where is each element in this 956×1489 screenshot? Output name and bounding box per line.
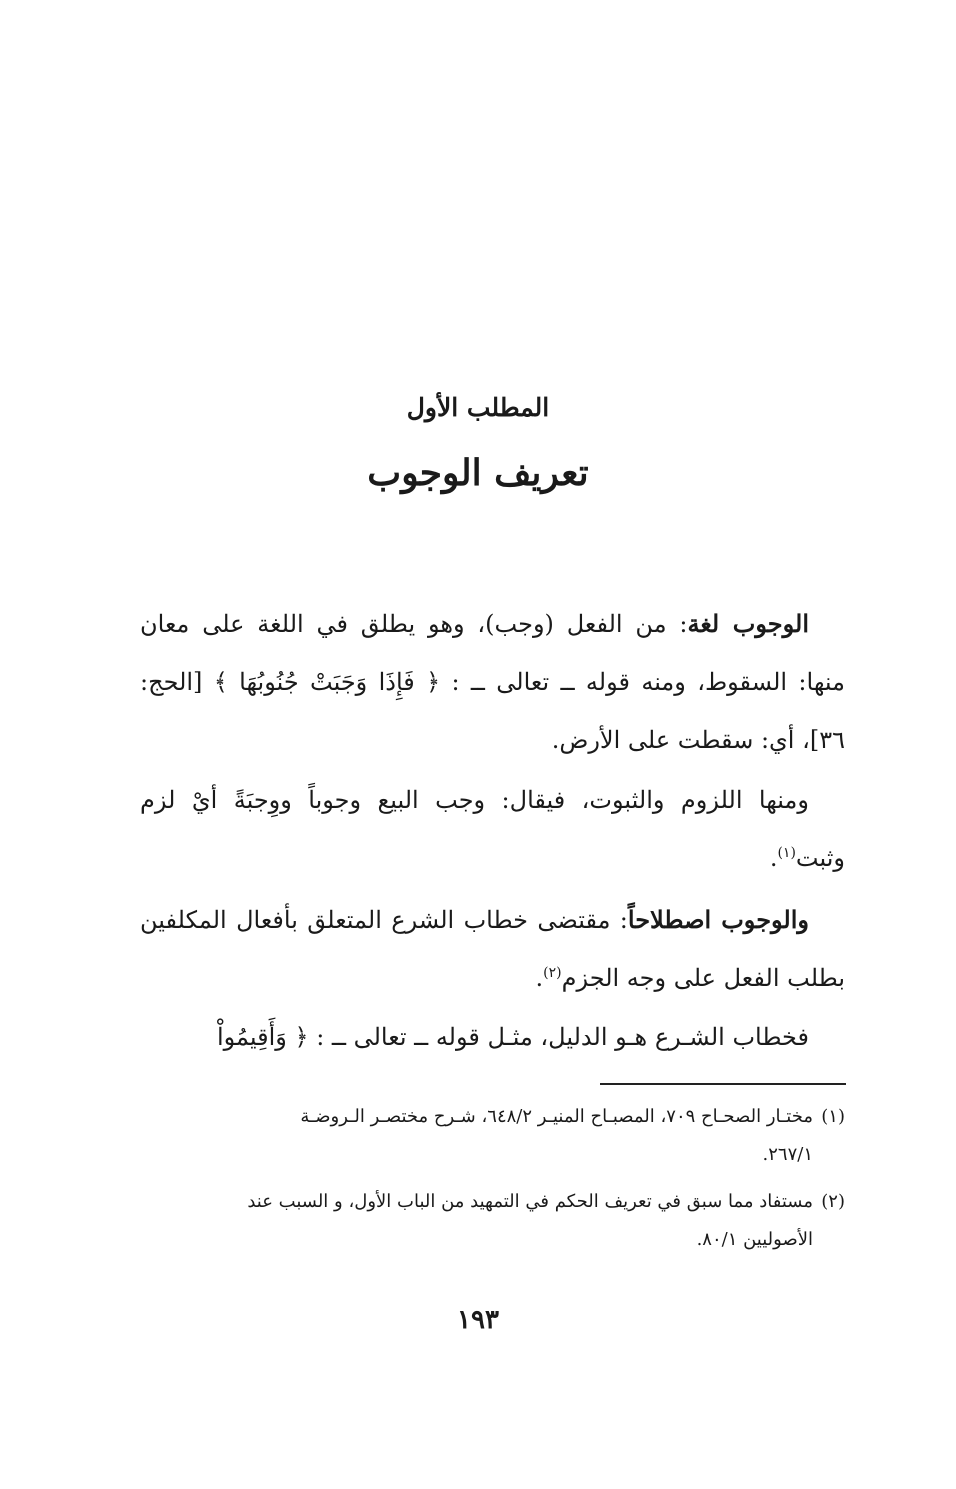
paragraph-end: . (769, 844, 778, 872)
footnote-continuation: الأصوليين ٨٠/١. (696, 1229, 813, 1250)
footnote-continuation: ٢٦٧/١. (762, 1144, 813, 1165)
footnote-text: مستفاد مما سبق في تعريف الحكم في التمهيد من الباب الأول، و السبب عند (247, 1191, 813, 1212)
section-label: المطلب الأول (406, 393, 550, 422)
paragraph-text: : مقتضى خطاب الشرع المتعلق بأفعال المكلفين بطلب الفعل على وجه الجزم (140, 906, 845, 992)
paragraph-text: فخطاب الشـرع هـو الدليل، مثـل قوله ــ تعالى ــ : ﴿ وَأَقِيمُواْ (216, 1023, 809, 1051)
footnote-number: (١) (821, 1106, 845, 1127)
term-linguistic: الوجوب لغة (687, 609, 810, 638)
page-number: ١٩٣ (457, 1305, 499, 1335)
footnote-ref-1[interactable]: (١) (777, 845, 796, 861)
paragraph-linguistic-definition (140, 595, 845, 769)
term-technical: والوجوب اصطلاحاً (627, 905, 810, 934)
footnote-divider (600, 1083, 846, 1085)
footnote-ref-2[interactable]: (٢) (543, 965, 562, 981)
footnote-number: (٢) (821, 1191, 845, 1212)
footnote-text: مختـار الصحـاح ٧٠٩، المصبـاح المنيـر ٦٤٨/٢، شـرح مختصـر الـروضـة (300, 1106, 813, 1127)
footnote-2 (140, 1183, 845, 1259)
paragraph-text: ومنها اللزوم والثبوت، فيقال: وجب البيع وجوباً ووِجبَةً أيْ لزم وثبت (140, 786, 845, 872)
section-title: تعريف الوجوب (367, 452, 589, 494)
paragraph-sharia-address (140, 1008, 845, 1066)
paragraph-end: . (535, 964, 544, 992)
footnote-1 (140, 1098, 845, 1174)
paragraph-technical-definition (140, 891, 845, 1007)
paragraph-text: : من الفعل (وجب)، وهو يطلق في اللغة على معان منها: السقوط، ومنه قوله ــ تعالى ــ : ﴿ فَإِذَا وَجَبَتْ جُنُوبُهَا ﴾ [الحج: ٣٦]، أي: سقطت على الأرض. (140, 610, 845, 754)
paragraph-meaning-necessity (140, 771, 845, 887)
